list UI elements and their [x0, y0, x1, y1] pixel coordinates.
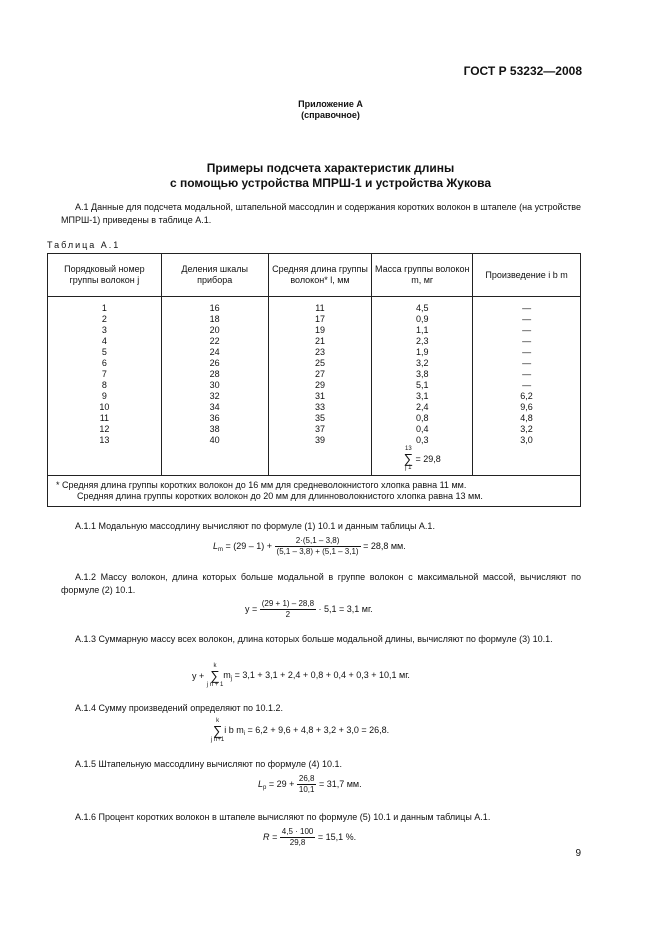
table-cell: 2,4 [372, 402, 473, 413]
table-cell: — [473, 297, 581, 315]
table-cell: 36 [161, 413, 268, 424]
table-row [48, 297, 581, 315]
section-a113-text: А.1.3 Суммарную массу всех волокон, длина которых больше модальной длины, вычисляют по формуле (3) 10.1. [75, 634, 553, 644]
table-cell: 3,0 [473, 435, 581, 446]
table-row [48, 413, 581, 424]
table-cell: — [473, 347, 581, 358]
header-mean-length: Средняя длина группы волокон* l, мм [268, 254, 372, 297]
table-cell: 35 [268, 413, 372, 424]
header-group-mass: Масса группы волокон m, мг [372, 254, 473, 297]
table-cell: 4 [48, 336, 162, 347]
table-row [48, 336, 581, 347]
table-cell: 1,1 [372, 325, 473, 336]
footnote-line-2: Средняя длина группы коротких волокон до 20 мм для длинноволокнистого хлопка равна 13 мм. [77, 491, 483, 501]
table-row [48, 424, 581, 435]
table-cell: 10 [48, 402, 162, 413]
table-cell: 3,2 [473, 424, 581, 435]
table-cell: 26 [161, 358, 268, 369]
section-a115-text: А.1.5 Штапельную массодлину вычисляют по формуле (4) 10.1. [75, 759, 343, 769]
mass-sum-value: = 29,8 [415, 454, 441, 464]
formula-short-fiber-percent: R = $\frac{4,5 \cdot 100}{29,8}$ = 15,1 %. [263, 827, 357, 847]
section-a114-text: А.1.4 Сумму произведений определяют по 10.1.2. [75, 703, 284, 713]
table-cell: 4,5 [372, 297, 473, 315]
table-cell: 3,8 [372, 369, 473, 380]
table-header-row [48, 254, 581, 297]
table-cell: 0,8 [372, 413, 473, 424]
table-row [48, 369, 581, 380]
table-cell: 3,2 [372, 358, 473, 369]
table-cell: 6 [48, 358, 162, 369]
table-row [48, 402, 581, 413]
appendix-note: (справочное) [301, 110, 360, 120]
table-row [48, 380, 581, 391]
table-cell: — [473, 336, 581, 347]
table-cell: 18 [161, 314, 268, 325]
table-cell: 0,4 [372, 424, 473, 435]
table-cell: 30 [161, 380, 268, 391]
section-a112-text: А.1.2 Массу волокон, длина которых больше модальной в группе волокон с максимальной массой, вычисляют по формуле (2) 10.1. [61, 572, 581, 595]
table-row [48, 358, 581, 369]
appendix-heading [0, 99, 661, 121]
table-row [48, 391, 581, 402]
table-row [48, 435, 581, 446]
table-footnote [48, 476, 581, 507]
formula-staple-length: $L_p = 29$ + $\frac{26,8}{10,1}$ = 31,7 мм. [258, 774, 362, 794]
page-title [0, 161, 661, 191]
table-cell: — [473, 325, 581, 336]
standard-number: ГОСТ Р 53232—2008 [463, 64, 582, 78]
intro-paragraph: А.1 Данные для подсчета модальной, штапельной массодлин и содержания коротких волокон в штапеле (на устройстве МПРШ-1) приведены в таблице А.1. [61, 202, 581, 225]
table-cell: 4,8 [473, 413, 581, 424]
formula-mass-above-modal: y = $\frac{(29 + 1) - 28,8}{2}$ · 5,1 = 3,1 мг. [245, 599, 373, 619]
appendix-title: Приложение А [298, 99, 363, 109]
table-cell: — [473, 380, 581, 391]
table-cell: 29 [268, 380, 372, 391]
table-cell: 11 [48, 413, 162, 424]
table-cell: 12 [48, 424, 162, 435]
formula-products-sum: k ∑ j n+1i b $m_i = 6,2 + 9,6 + 4,8 + 3,2 + 3,0 = 26,8$. [211, 718, 390, 743]
table-cell: 1 [48, 297, 162, 315]
table-cell: 13 [48, 435, 162, 446]
table-cell: 5 [48, 347, 162, 358]
table-cell: 21 [268, 336, 372, 347]
table-cell: 40 [161, 435, 268, 446]
table-row [48, 314, 581, 325]
table-cell: 20 [161, 325, 268, 336]
table-cell: 2 [48, 314, 162, 325]
table-cell: 0,9 [372, 314, 473, 325]
section-a116-text: А.1.6 Процент коротких волокон в штапеле вычисляют по формуле (5) 10.1 и данным таблицы А.1. [75, 812, 491, 822]
table-cell: 39 [268, 435, 372, 446]
sigma-symbol: 13 ∑ j 1 [403, 446, 413, 471]
table-cell: 9 [48, 391, 162, 402]
table-cell: 23 [268, 347, 372, 358]
header-scale-division: Деления шкалы прибора [161, 254, 268, 297]
table-cell: 8 [48, 380, 162, 391]
table-cell: 33 [268, 402, 372, 413]
title-line-2: с помощью устройства МПРШ-1 и устройства Жукова [169, 176, 492, 190]
table-cell: 28 [161, 369, 268, 380]
table-cell: 3 [48, 325, 162, 336]
data-table [47, 253, 581, 507]
table-cell: 34 [161, 402, 268, 413]
table-cell: 5,1 [372, 380, 473, 391]
footnote-line-1: * Средняя длина группы коротких волокон до 16 мм для средневолокнистого хлопка равна 11 мм. [56, 480, 467, 490]
table-cell: 19 [268, 325, 372, 336]
table-cell: 9,6 [473, 402, 581, 413]
table-cell: 6,2 [473, 391, 581, 402]
table-cell: 11 [268, 297, 372, 315]
table-cell: 16 [161, 297, 268, 315]
table-caption: Таблица А.1 [47, 240, 121, 250]
table-cell: 22 [161, 336, 268, 347]
header-group-number: Порядковый номер группы волокон j [48, 254, 162, 297]
table-row [48, 347, 581, 358]
table-cell: 3,1 [372, 391, 473, 402]
table-cell: 0,3 [372, 435, 473, 446]
table-cell: 38 [161, 424, 268, 435]
formula-total-mass: y + k ∑ j $n + 1m_j = 3,1 + 3,1 + 2,4 + 0,8 + 0,4 + 0,3 + 10,1$ мг. [192, 663, 410, 688]
table-cell: 17 [268, 314, 372, 325]
table-cell: 2,3 [372, 336, 473, 347]
table-row [48, 325, 581, 336]
title-line-1: Примеры подсчета характеристик длины [206, 161, 455, 175]
section-a111-text: А.1.1 Модальную массодлину вычисляют по формуле (1) 10.1 и данным таблицы А.1. [75, 521, 435, 531]
table-cell: 24 [161, 347, 268, 358]
page-number: 9 [575, 848, 581, 859]
table-cell: 27 [268, 369, 372, 380]
table-cell: 37 [268, 424, 372, 435]
table-cell: 32 [161, 391, 268, 402]
table-cell: — [473, 358, 581, 369]
table-cell: 25 [268, 358, 372, 369]
table-sum-row [48, 446, 581, 476]
table-cell: — [473, 314, 581, 325]
table-cell: — [473, 369, 581, 380]
formula-modal-length: $L_m = (29 - 1)$ + $\frac{2\cdot(5,1 - 3,8)}{(5,1 - 3,8) + (5,1 - 3,1)}$ = 28,8 мм. [213, 536, 406, 556]
table-cell: 7 [48, 369, 162, 380]
header-product: Произведение i b m [473, 254, 581, 297]
mass-sum-cell [372, 446, 473, 476]
table-cell: 31 [268, 391, 372, 402]
table-cell: 1,9 [372, 347, 473, 358]
